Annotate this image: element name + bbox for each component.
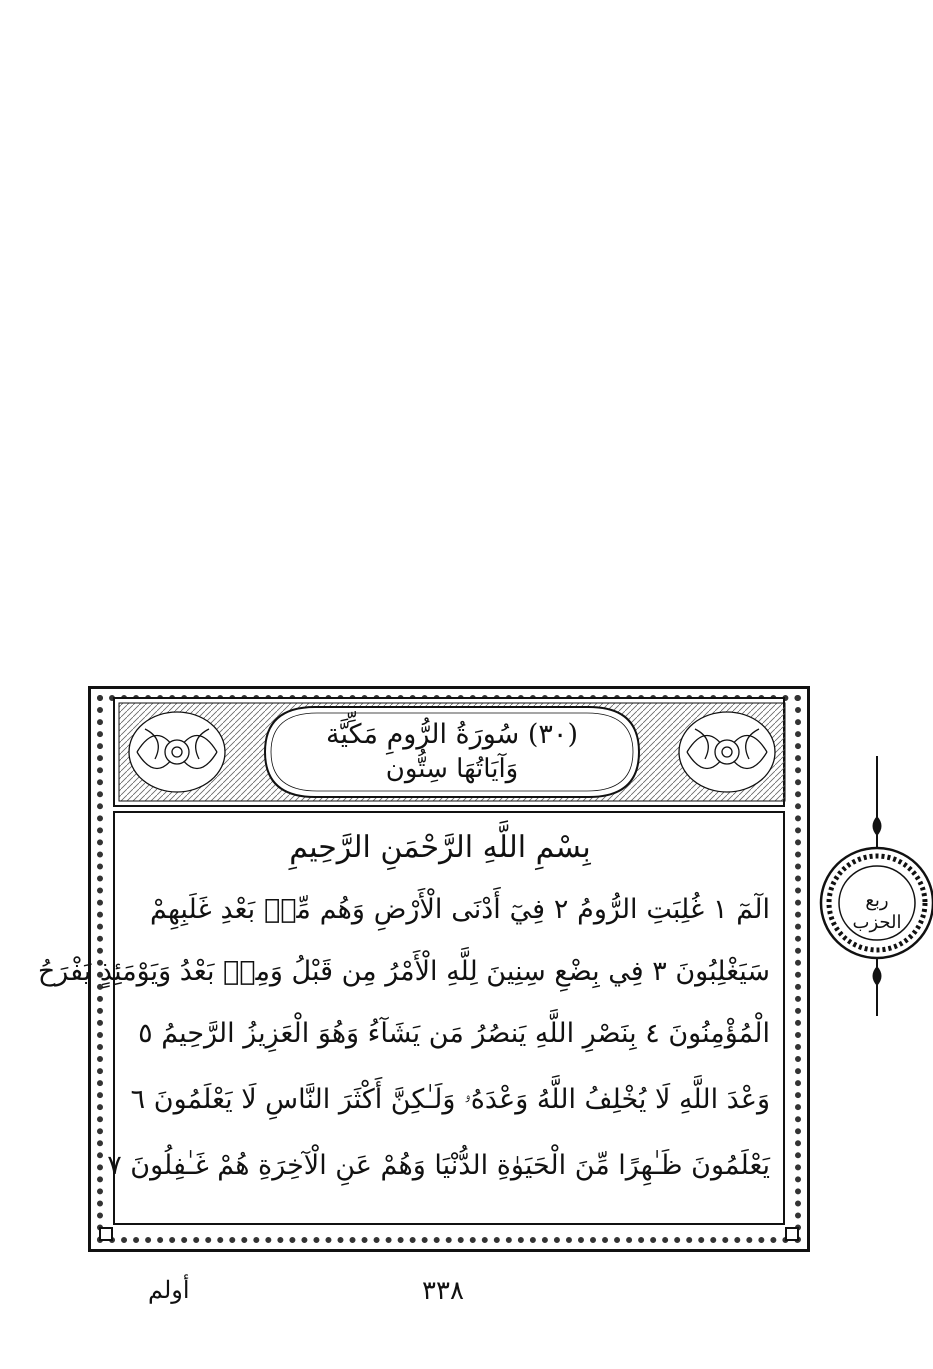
- corner-square: [99, 1227, 113, 1241]
- hizb-label-line2: الحزب: [852, 912, 902, 933]
- surah-cartouche: [265, 705, 639, 799]
- verse-line: سَيَغْلِبُونَ ٣ فِي بِضْعِ سِنِينَ لِلَّهِ الْأَمْرُ مِن قَبْلُ وَمِنۢ بَعْدُ وَيَوْمَئِذٍ يَفْرَحُ: [37, 956, 770, 987]
- surah-verse-count: وَآيَاتُهَا سِتُّون: [385, 754, 519, 784]
- verse-line: يَعْلَمُونَ ظَـٰهِرًا مِّنَ الْحَيَوٰةِ الدُّنْيَا وَهُمْ عَنِ الْآخِرَةِ هُمْ غَـٰفِلُونَ ٧: [107, 1150, 770, 1181]
- verse-line: الْمُؤْمِنُونَ ٤ بِنَصْرِ اللَّهِ يَنصُرُ مَن يَشَآءُ وَهُوَ الْعَزِيزُ الرَّحِيمُ ٥: [138, 1018, 770, 1049]
- verse-line: الٓمٓ ١ غُلِبَتِ الرُّومُ ٢ فِيٓ أَدْنَى الْأَرْضِ وَهُم مِّنۢ بَعْدِ غَلَبِهِمْ: [150, 894, 770, 925]
- catchword: أولم: [148, 1276, 190, 1304]
- basmala: بِسْمِ اللَّهِ الرَّحْمَنِ الرَّحِيمِ: [289, 830, 591, 865]
- verse-line: وَعْدَ اللَّهِ لَا يُخْلِفُ اللَّهُ وَعْدَهُۥ وَلَـٰكِنَّ أَكْثَرَ النَّاسِ لَا يَعْلَمُونَ ٦: [130, 1084, 770, 1115]
- hizb-label-line1: ربع: [865, 890, 889, 911]
- corner-square: [785, 1227, 799, 1241]
- surah-title: (٣٠) سُورَةُ الرُّومِ مَكِّيَّة: [326, 719, 578, 750]
- surah-header-panel: [113, 697, 785, 807]
- page-number: ٣٣٨: [422, 1276, 464, 1306]
- hizb-quarter-label: [842, 890, 912, 934]
- hizb-medallion-ornament: [818, 756, 933, 1016]
